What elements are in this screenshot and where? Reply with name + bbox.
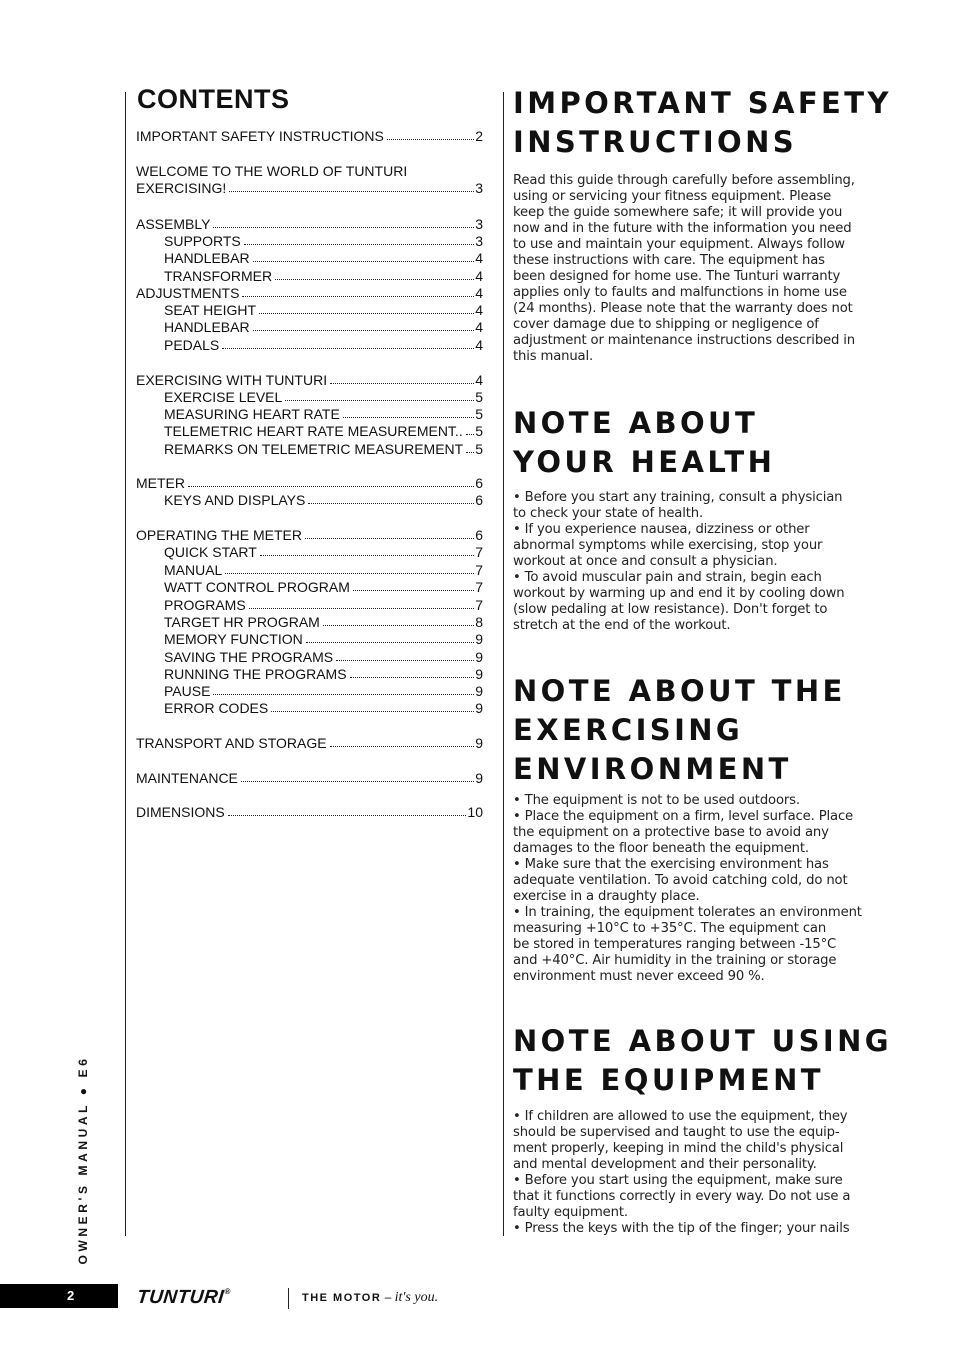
text-line: to check your state of health. bbox=[513, 506, 704, 521]
tagline bbox=[302, 1290, 438, 1306]
text-line: adjustment or maintenance instructions described in bbox=[513, 333, 855, 348]
text-line: • The equipment is not to be used outdoors. bbox=[513, 793, 800, 808]
heading-line: IMPORTANT SAFETY bbox=[513, 86, 892, 120]
toc-entry-title: HANDLEBAR bbox=[164, 319, 250, 335]
tagline-italic: it's you. bbox=[394, 1290, 439, 1305]
text-line: environment must never exceed 90 %. bbox=[513, 969, 765, 984]
toc-page-number: 4 bbox=[475, 372, 483, 388]
text-line: the equipment on a protective base to avoid any bbox=[513, 825, 829, 840]
toc-subentry bbox=[164, 319, 483, 336]
toc-subentry bbox=[164, 579, 483, 596]
toc-page-number: 5 bbox=[475, 441, 483, 457]
toc-entry bbox=[136, 128, 483, 145]
toc-entry-title: MANUAL bbox=[164, 562, 223, 578]
toc-dot-leader bbox=[244, 244, 474, 245]
text-line: workout by warming up and end it by cooling down bbox=[513, 586, 845, 601]
toc-subentry bbox=[164, 683, 483, 700]
toc-entry-title: ADJUSTMENTS bbox=[136, 285, 240, 301]
toc-page-number: 4 bbox=[475, 302, 483, 318]
text-line: and +40°C. Air humidity in the training or storage bbox=[513, 953, 837, 968]
toc-subentry bbox=[164, 544, 483, 561]
toc-dot-leader bbox=[285, 400, 474, 401]
toc-entry-title: QUICK START bbox=[164, 544, 257, 560]
heading-safety bbox=[513, 84, 892, 162]
toc-dot-leader bbox=[343, 417, 474, 418]
toc-dot-leader bbox=[225, 573, 474, 574]
right-column-rule bbox=[503, 92, 504, 1236]
text-line: faulty equipment. bbox=[513, 1205, 628, 1220]
toc-entry bbox=[136, 770, 483, 787]
toc-subentry bbox=[164, 562, 483, 579]
toc-page-number: 6 bbox=[475, 492, 483, 508]
toc-dot-leader bbox=[213, 227, 474, 228]
toc-entry-title: ERROR CODES bbox=[164, 700, 269, 716]
toc-dot-leader bbox=[330, 383, 474, 384]
toc-page-number: 4 bbox=[475, 337, 483, 353]
heading-line: ENVIRONMENT bbox=[513, 752, 792, 786]
page-number-box bbox=[0, 1284, 118, 1308]
toc-dot-leader bbox=[466, 452, 474, 453]
toc-entry-title: SUPPORTS bbox=[164, 233, 241, 249]
toc-entry-title: SAVING THE PROGRAMS bbox=[164, 649, 334, 665]
text-line: this manual. bbox=[513, 349, 594, 364]
text-line: • In training, the equipment tolerates an environment bbox=[513, 905, 862, 920]
toc-subentry bbox=[164, 389, 483, 406]
toc-dot-leader bbox=[241, 781, 474, 782]
toc-page-number: 5 bbox=[475, 406, 483, 422]
brand-name: TUNTURI bbox=[135, 1287, 226, 1308]
text-line: measuring +10°C to +35°C. The equipment can bbox=[513, 921, 827, 936]
toc-page-number: 7 bbox=[475, 579, 483, 595]
side-label: OWNER'S MANUAL ● E6 bbox=[76, 1055, 90, 1265]
toc-entry bbox=[136, 475, 483, 492]
toc-entry bbox=[136, 180, 483, 197]
text-line: • Before you start any training, consult a physician bbox=[513, 490, 843, 505]
footer-separator bbox=[288, 1288, 289, 1309]
toc-entry-title: TRANSFORMER bbox=[164, 268, 273, 284]
toc-dot-leader bbox=[249, 608, 474, 609]
text-line: • Place the equipment on a firm, level surface. Place bbox=[513, 809, 854, 824]
toc-subentry bbox=[164, 302, 483, 319]
toc-entry-title: WELCOME TO THE WORLD OF TUNTURI bbox=[136, 163, 408, 179]
toc-page-number: 9 bbox=[475, 700, 483, 716]
toc-dot-leader bbox=[229, 191, 474, 192]
toc-page-number: 8 bbox=[475, 614, 483, 630]
text-line: • Press the keys with the tip of the finger; your nails bbox=[513, 1221, 850, 1236]
toc-dot-leader bbox=[353, 590, 474, 591]
text-line: adequate ventilation. To avoid catching cold, do not bbox=[513, 873, 848, 888]
contents-title: CONTENTS bbox=[137, 84, 290, 114]
toc-page-number: 9 bbox=[475, 683, 483, 699]
text-line: these instructions with care. The equipment has bbox=[513, 253, 825, 268]
toc-page-number: 4 bbox=[475, 268, 483, 284]
toc-page-number: 3 bbox=[475, 233, 483, 249]
tagline-bold: THE MOTOR bbox=[302, 1292, 382, 1304]
toc-page-number: 5 bbox=[475, 389, 483, 405]
text-line: applies only to faults and malfunctions in home use bbox=[513, 285, 847, 300]
toc-entry bbox=[136, 216, 483, 233]
toc-entry-title: WATT CONTROL PROGRAM bbox=[164, 579, 350, 595]
toc-entry-title: EXERCISING WITH TUNTURI bbox=[136, 372, 328, 388]
text-line: to use and maintain your equipment. Always follow bbox=[513, 237, 845, 252]
toc-entry bbox=[136, 372, 483, 389]
text-line: • Before you start using the equipment, make sure bbox=[513, 1173, 843, 1188]
toc-page-number: 4 bbox=[475, 285, 483, 301]
heading-line: EXERCISING bbox=[513, 713, 744, 747]
toc-dot-leader bbox=[350, 677, 474, 678]
toc-entry-title: MEASURING HEART RATE bbox=[164, 406, 340, 422]
toc-dot-leader bbox=[387, 139, 474, 140]
toc-dot-leader bbox=[253, 261, 474, 262]
toc-subentry bbox=[164, 614, 483, 631]
toc-entry-title: KEYS AND DISPLAYS bbox=[164, 492, 306, 508]
toc-page-number: 3 bbox=[475, 216, 483, 232]
toc-dot-leader bbox=[271, 711, 474, 712]
text-line: now and in the future with the information you need bbox=[513, 221, 852, 236]
toc-entry-title: REMARKS ON TELEMETRIC MEASUREMENT bbox=[164, 441, 464, 457]
toc-page-number: 7 bbox=[475, 544, 483, 560]
toc-subentry bbox=[164, 233, 483, 250]
heading-line: INSTRUCTIONS bbox=[513, 125, 798, 159]
toc-entry-title: MEMORY FUNCTION bbox=[164, 631, 303, 647]
toc-dot-leader bbox=[336, 660, 474, 661]
toc-dot-leader bbox=[242, 296, 474, 297]
toc-entry-title: PAUSE bbox=[164, 683, 211, 699]
toc-entry-title: TARGET HR PROGRAM bbox=[164, 614, 320, 630]
toc-subentry bbox=[164, 250, 483, 267]
text-line: damages to the floor beneath the equipment. bbox=[513, 841, 809, 856]
toc-dot-leader bbox=[323, 625, 474, 626]
toc-page-number: 2 bbox=[475, 128, 483, 144]
toc-entry-title: DIMENSIONS bbox=[136, 804, 225, 820]
text-line: be stored in temperatures ranging between -15°C bbox=[513, 937, 837, 952]
heading-health bbox=[513, 404, 775, 482]
toc-page-number: 7 bbox=[475, 597, 483, 613]
toc-dot-leader bbox=[213, 694, 474, 695]
toc-dot-leader bbox=[188, 486, 474, 487]
text-line: using or servicing your fitness equipment. Please bbox=[513, 189, 832, 204]
toc-entry-title: TRANSPORT AND STORAGE bbox=[136, 735, 327, 751]
heading-line: NOTE ABOUT bbox=[513, 406, 759, 440]
text-line: cover damage due to shipping or negligence of bbox=[513, 317, 819, 332]
toc-dot-leader bbox=[330, 746, 474, 747]
text-line: been designed for home use. The Tunturi warranty bbox=[513, 269, 841, 284]
heading-line: NOTE ABOUT THE bbox=[513, 674, 846, 708]
text-line: exercise in a draughty place. bbox=[513, 889, 700, 904]
toc-entry-title: TELEMETRIC HEART RATE MEASUREMENT.. bbox=[164, 423, 463, 439]
toc-entry-title: RUNNING THE PROGRAMS bbox=[164, 666, 347, 682]
heading-environment bbox=[513, 672, 846, 789]
toc-subentry bbox=[164, 337, 483, 354]
heading-line: THE EQUIPMENT bbox=[513, 1063, 824, 1097]
toc-entry-title: METER bbox=[136, 475, 185, 491]
toc-subentry bbox=[164, 423, 483, 440]
toc-subentry bbox=[164, 649, 483, 666]
toc-entry-title: PROGRAMS bbox=[164, 597, 246, 613]
toc-entry bbox=[136, 285, 483, 302]
heading-equipment bbox=[513, 1022, 892, 1100]
toc-subentry bbox=[164, 406, 483, 423]
toc-entry-title: OPERATING THE METER bbox=[136, 527, 302, 543]
paragraph-health bbox=[513, 490, 865, 634]
toc-dot-leader bbox=[228, 815, 466, 816]
toc-entry-title: EXERCISING! bbox=[136, 180, 227, 196]
toc-subentry bbox=[164, 631, 483, 648]
toc-entry bbox=[136, 527, 483, 544]
paragraph-safety bbox=[513, 173, 865, 365]
toc-page-number: 9 bbox=[475, 770, 483, 786]
text-line: workout at once and consult a physician. bbox=[513, 554, 778, 569]
toc-entry-title: MAINTENANCE bbox=[136, 770, 238, 786]
text-line: stretch at the end of the workout. bbox=[513, 618, 731, 633]
tagline-dash: – bbox=[381, 1290, 395, 1304]
toc-dot-leader bbox=[306, 642, 474, 643]
toc-entry-title: PEDALS bbox=[164, 337, 220, 353]
text-line: (24 months). Please note that the warranty does not bbox=[513, 301, 853, 316]
toc-entry-title: SEAT HEIGHT bbox=[164, 302, 257, 318]
text-line: • If children are allowed to use the equipment, they bbox=[513, 1109, 848, 1124]
toc-dot-leader bbox=[222, 348, 474, 349]
toc-page-number: 10 bbox=[467, 804, 483, 820]
toc-page-number: 9 bbox=[475, 735, 483, 751]
toc-subentry bbox=[164, 492, 483, 509]
toc-dot-leader bbox=[466, 434, 474, 435]
toc-page-number: 4 bbox=[475, 250, 483, 266]
toc-entry bbox=[136, 804, 483, 821]
toc-dot-leader bbox=[308, 503, 474, 504]
paragraph-environment bbox=[513, 793, 865, 985]
text-line: keep the guide somewhere safe; it will provide you bbox=[513, 205, 843, 220]
text-line: that it functions correctly in every way. Do not use a bbox=[513, 1189, 851, 1204]
toc-dot-leader bbox=[259, 313, 474, 314]
toc-entry-title: HANDLEBAR bbox=[164, 250, 250, 266]
heading-line: YOUR HEALTH bbox=[513, 445, 776, 479]
toc-entry-title: EXERCISE LEVEL bbox=[164, 389, 283, 405]
text-line: should be supervised and taught to use the equip- bbox=[513, 1125, 840, 1140]
toc-dot-leader bbox=[253, 330, 474, 331]
left-column-rule bbox=[125, 92, 126, 1236]
toc-page-number: 6 bbox=[475, 527, 483, 543]
text-line: • Make sure that the exercising environment has bbox=[513, 857, 829, 872]
toc-subentry bbox=[164, 666, 483, 683]
toc-subentry bbox=[164, 597, 483, 614]
brand-logo bbox=[136, 1287, 232, 1309]
toc-subentry bbox=[164, 441, 483, 458]
toc-page-number: 4 bbox=[475, 319, 483, 335]
toc-page-number: 9 bbox=[475, 631, 483, 647]
toc-page-number: 5 bbox=[475, 423, 483, 439]
toc-page-number: 9 bbox=[475, 649, 483, 665]
toc-entry-title: ASSEMBLY bbox=[136, 216, 211, 232]
toc-dot-leader bbox=[275, 279, 474, 280]
text-line: abnormal symptoms while exercising, stop your bbox=[513, 538, 823, 553]
toc-entry bbox=[136, 163, 483, 180]
toc-page-number: 3 bbox=[475, 180, 483, 196]
text-line: and mental development and their personality. bbox=[513, 1157, 817, 1172]
toc-subentry bbox=[164, 268, 483, 285]
toc-dot-leader bbox=[260, 555, 474, 556]
text-line: ment properly, keeping in mind the child's physical bbox=[513, 1141, 844, 1156]
text-line: (slow pedaling at low resistance). Don't forget to bbox=[513, 602, 828, 617]
toc-page-number: 6 bbox=[475, 475, 483, 491]
text-line: Read this guide through carefully before assembling, bbox=[513, 173, 855, 188]
toc-subentry bbox=[164, 700, 483, 717]
toc-page-number: 9 bbox=[475, 666, 483, 682]
paragraph-equipment bbox=[513, 1109, 865, 1237]
page-number: 2 bbox=[67, 1288, 75, 1303]
text-line: • If you experience nausea, dizziness or other bbox=[513, 522, 810, 537]
registered-mark: ® bbox=[224, 1287, 232, 1296]
text-line: • To avoid muscular pain and strain, begin each bbox=[513, 570, 822, 585]
toc-entry bbox=[136, 735, 483, 752]
heading-line: NOTE ABOUT USING bbox=[513, 1024, 892, 1058]
toc-page-number: 7 bbox=[475, 562, 483, 578]
toc-dot-leader bbox=[305, 538, 474, 539]
toc-entry-title: IMPORTANT SAFETY INSTRUCTIONS bbox=[136, 128, 384, 144]
